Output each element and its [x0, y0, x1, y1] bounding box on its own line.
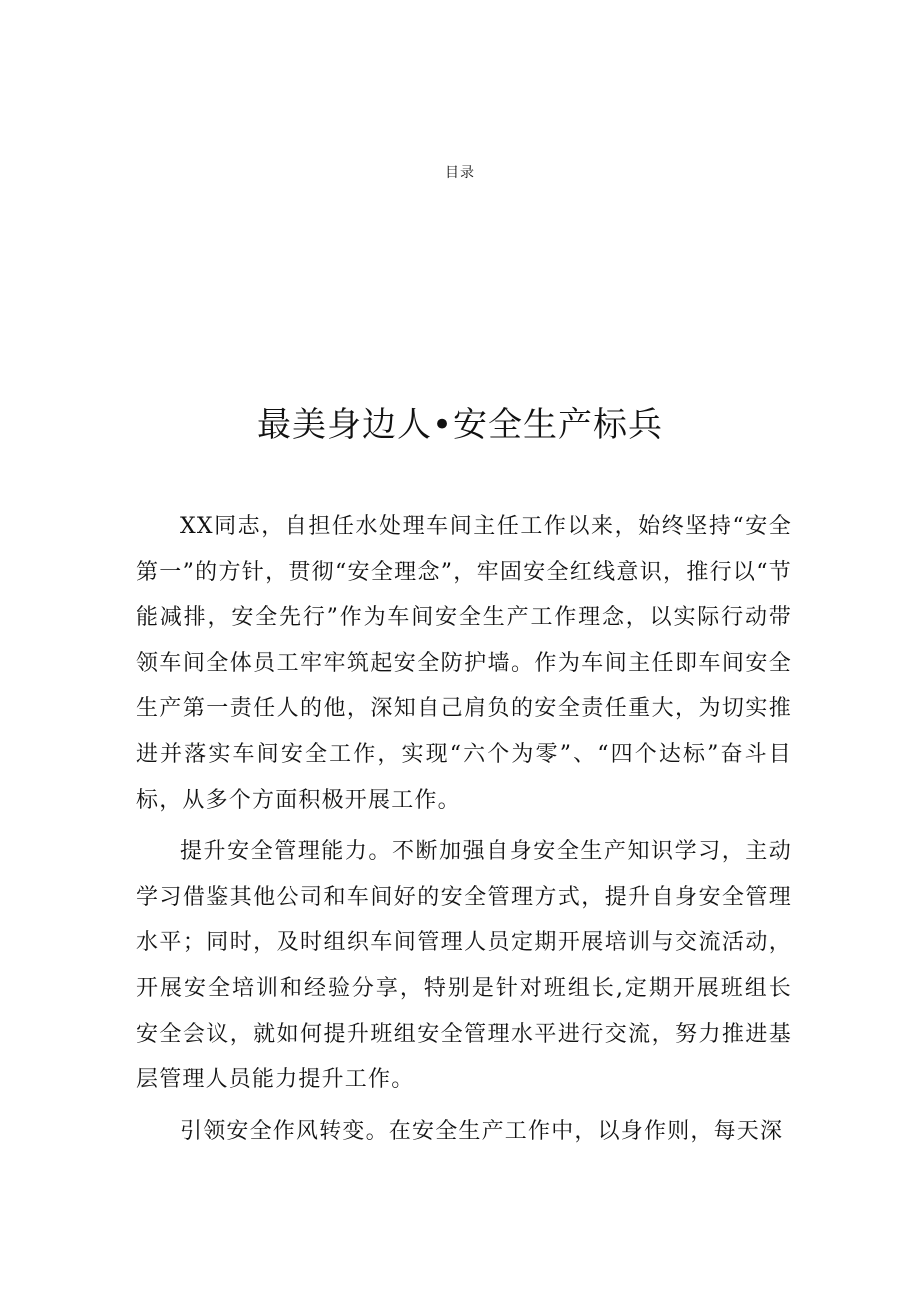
toc-heading: 目录: [445, 165, 475, 181]
document-title: 最美身边人•安全生产标兵: [256, 404, 664, 445]
document-body: [136, 504, 792, 1160]
paragraph-intro: XX同志，自担任水处理车间主任工作以来，始终坚持“安全第一”的方针，贯彻“安全理念”，牢固安全红线意识，推行以“节能减排，安全先行”作为车间安全生产工作理念，以实际行动带领车间全体员工牢牢筑起安全防护墙。作为车间主任即车间安全生产第一责任人的他，深知自己肩负的安全责任重大，为切实推进并落实车间安全工作，实现“六个为零”、“四个达标”奋斗目标，从多个方面积极开展工作。: [136, 514, 792, 813]
paragraph-style-change: 引领安全作风转变。在安全生产工作中，以身作则，每天深: [180, 1118, 784, 1144]
paragraph-management-capability: 提升安全管理能力。不断加强自身安全生产知识学习，主动学习借鉴其他公司和车间好的安全管理方式，提升自身安全管理水平；同时，及时组织车间管理人员定期开展培训与交流活动，开展安全培训和经验分享，特别是针对班组长,定期开展班组长安全会议，就如何提升班组安全管理水平进行交流，努力推进基层管理人员能力提升工作。: [136, 839, 792, 1093]
